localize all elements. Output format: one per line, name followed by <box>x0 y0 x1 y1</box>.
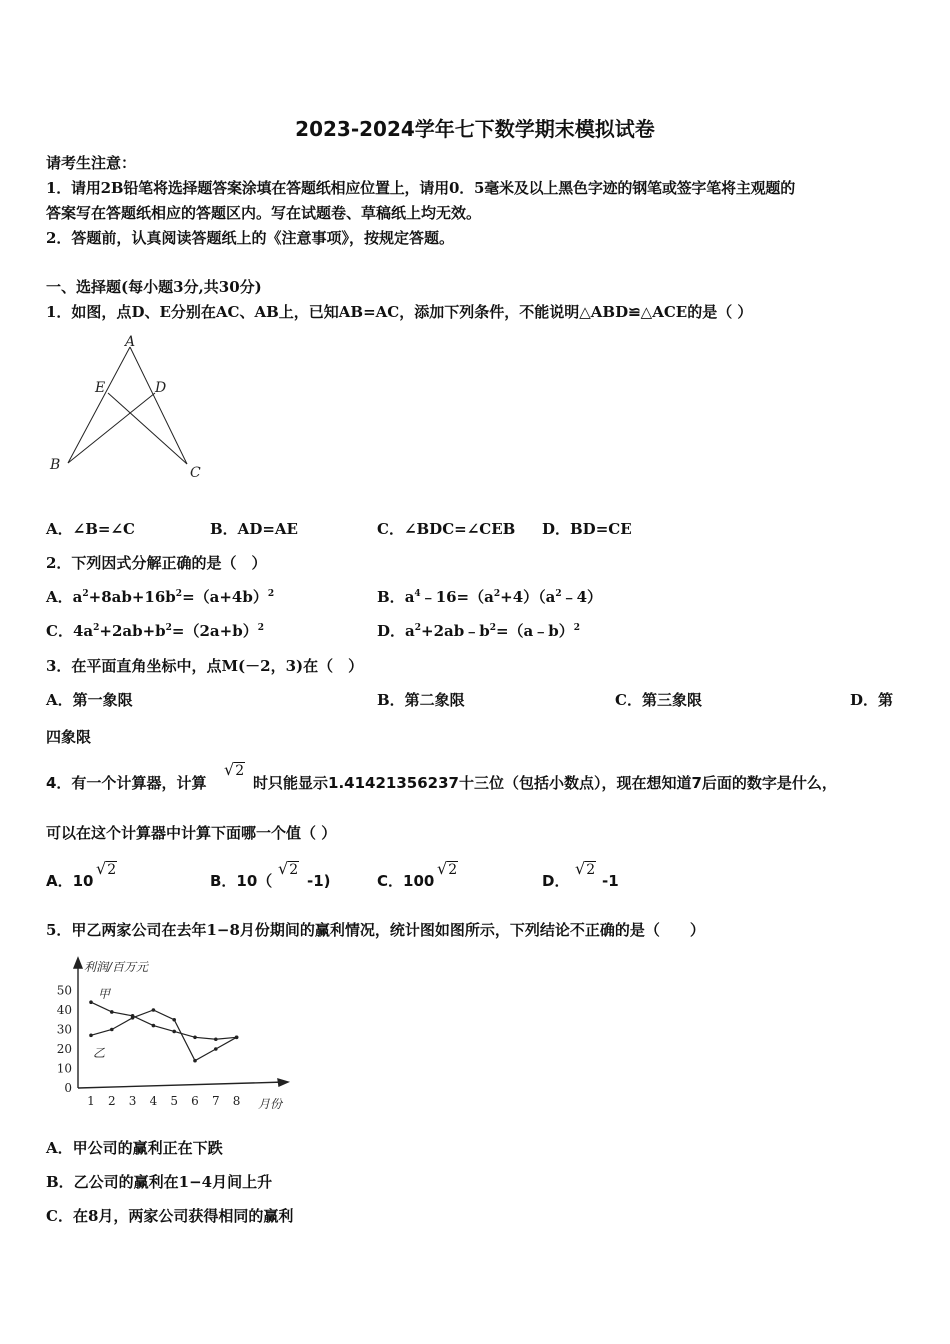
q4-option-b: B．10（ <box>210 872 273 890</box>
series-line-jia <box>91 1002 237 1039</box>
q1-option-d: D．BD=CE <box>542 520 632 538</box>
question-5-stem: 5．甲乙两家公司在去年1−8月份期间的赢利情况，统计图如图所示，下列结论不正确的是（ ） <box>46 921 705 939</box>
data-point <box>214 1037 218 1041</box>
data-point <box>193 1059 197 1063</box>
q2c-label: C． <box>46 622 73 640</box>
q4-option-d-tail: -1 <box>602 872 619 890</box>
q4-option-d: D． <box>542 872 570 890</box>
q2d-s3: 2 <box>573 623 581 633</box>
q2a-p2: +8ab+16b <box>88 588 176 606</box>
q2-option-d <box>377 621 580 641</box>
x-tick-label: 4 <box>149 1094 158 1108</box>
q2b-p3: +4）（a <box>500 588 556 606</box>
q2a-s3: 2 <box>267 589 275 599</box>
q2b-p4: ﹣4） <box>561 588 603 606</box>
notice-heading: 请考生注意： <box>46 154 137 172</box>
question-4-stem-c: 可以在这个计算器中计算下面哪一个值（ ） <box>46 824 337 842</box>
q2b-p2: ﹣16=（a <box>420 588 494 606</box>
data-point <box>235 1036 239 1040</box>
q4b-radicand: 2 <box>289 862 299 878</box>
q1-option-b: B．AD=AE <box>210 520 298 538</box>
q3-option-c: C．第三象限 <box>615 691 702 709</box>
q2c-s3: 2 <box>257 623 264 633</box>
label-c: C <box>190 465 201 481</box>
question-1-stem: 1．如图，点D、E分别在AC、AB上，已知AB=AC，添加下列条件，不能说明△ABD≌△ACE的是（ ） <box>46 303 753 321</box>
q5-option-b: B．乙公司的赢利在1−4月间上升 <box>46 1173 273 1191</box>
section-heading: 一、选择题(每小题3分,共30分) <box>46 278 262 296</box>
series-label-jia: 甲 <box>98 987 111 1001</box>
q3-option-d-wrap: 四象限 <box>46 728 92 746</box>
sqrt-2-radicand: 2 <box>235 763 245 779</box>
q2d-s2: 2 <box>489 623 496 633</box>
label-a: A <box>125 334 136 350</box>
q2b-s2: 2 <box>493 589 501 599</box>
series-line-yi <box>91 1010 237 1061</box>
data-point <box>193 1036 197 1040</box>
chart-x-label: 月份 <box>258 1097 283 1111</box>
x-axis <box>78 1082 285 1088</box>
y-tick-label: 50 <box>56 983 72 998</box>
x-tick-label: 7 <box>211 1094 220 1108</box>
q2a-label: A． <box>46 588 73 606</box>
q2b-p1: a <box>404 588 415 606</box>
q2d-label: D． <box>377 622 406 640</box>
x-tick-label: 2 <box>107 1094 116 1108</box>
q3-option-a: A．第一象限 <box>46 691 133 709</box>
q2-option-a <box>46 587 274 607</box>
x-tick-label: 3 <box>128 1094 137 1108</box>
question-2-stem: 2．下列因式分解正确的是（ ） <box>46 554 267 572</box>
y-axis-arrow <box>74 958 82 968</box>
y-tick-label: 40 <box>56 1003 72 1017</box>
data-point <box>172 1030 176 1034</box>
notice-line-2: 答案写在答题纸相应的答题区内。写在试题卷、草稿纸上均无效。 <box>46 204 482 222</box>
q2a-p3: =（a+4b） <box>182 588 268 606</box>
q4-option-c: C．100 <box>377 872 435 890</box>
data-point <box>110 1010 114 1014</box>
q2-option-c <box>46 621 264 641</box>
label-e: E <box>95 380 106 396</box>
q4-option-a: A．10 <box>46 872 94 890</box>
data-point <box>172 1018 176 1022</box>
data-point <box>214 1047 218 1051</box>
x-tick-label: 8 <box>232 1094 241 1108</box>
q2-option-b <box>377 587 602 607</box>
q2c-p2: +2ab+b <box>99 622 166 640</box>
profit-line-chart <box>40 952 300 1117</box>
notice-line-1: 1．请用2B铅笔将选择题答案涂填在答题纸相应位置上，请用0．5毫米及以上黑色字迹的钢笔或签字笔将主观题的 <box>46 179 796 197</box>
q4a-radicand: 2 <box>107 862 117 878</box>
data-point <box>131 1016 135 1020</box>
q4c-sqrt: √2 <box>437 859 458 878</box>
q1-option-a: A．∠B=∠C <box>46 520 135 538</box>
x-tick-label: 6 <box>191 1094 199 1108</box>
q2b-label: B． <box>377 588 405 606</box>
q4d-sqrt: √2 <box>575 859 596 878</box>
q2c-s2: 2 <box>165 623 172 633</box>
q1-option-c: C．∠BDC=∠CEB <box>377 520 516 538</box>
q4-option-b-tail: -1) <box>307 872 331 890</box>
q2a-p1: a <box>72 588 83 606</box>
q2d-s1: 2 <box>414 623 422 633</box>
page-title: 2023-2024学年七下数学期末模拟试卷 <box>295 117 655 141</box>
q2d-p1: a <box>405 622 415 640</box>
q3-option-d: D．第 <box>850 691 894 709</box>
q4b-sqrt: √2 <box>278 859 299 878</box>
q2d-p2: +2ab﹣b <box>421 622 490 640</box>
triangle-figure <box>40 330 220 485</box>
data-point <box>152 1008 156 1012</box>
q2b-s1: 4 <box>414 589 421 599</box>
label-b: B <box>50 457 61 473</box>
q5-option-c: C．在8月，两家公司获得相同的赢利 <box>46 1207 294 1225</box>
q2c-s1: 2 <box>93 623 100 633</box>
x-axis-arrow <box>278 1079 288 1086</box>
q5-option-a: A．甲公司的赢利正在下跌 <box>46 1139 223 1157</box>
q2c-p3: =（2a+b） <box>171 622 258 640</box>
x-tick-label: 1 <box>87 1094 95 1108</box>
data-point <box>152 1024 156 1028</box>
y-tick-label: 10 <box>56 1061 72 1076</box>
q2d-p3: =（a﹣b） <box>495 622 574 640</box>
data-point <box>110 1028 114 1032</box>
data-point <box>89 1000 93 1004</box>
q2c-p1: 4a <box>72 622 94 640</box>
q3-option-b: B．第二象限 <box>377 691 465 709</box>
question-4-stem-a: 4．有一个计算器，计算 <box>46 774 207 792</box>
q4d-radicand: 2 <box>586 862 596 878</box>
q4a-sqrt: √2 <box>96 859 117 878</box>
question-3-stem: 3．在平面直角坐标中，点M(－2，3)在（ ） <box>46 657 364 675</box>
y-tick-label: 20 <box>56 1042 72 1056</box>
y-tick-label: 30 <box>56 1022 72 1037</box>
question-4-stem-b: 时只能显示1.41421356237十三位（包括小数点），现在想知道7后面的数字是什么， <box>253 774 837 792</box>
q2a-s1: 2 <box>82 589 89 599</box>
series-label-yi: 乙 <box>93 1046 106 1060</box>
q2a-s2: 2 <box>175 589 183 599</box>
y-tick-label: 0 <box>64 1081 72 1095</box>
q2b-s3: 2 <box>555 589 562 599</box>
q4c-radicand: 2 <box>448 862 458 878</box>
data-point <box>89 1034 93 1038</box>
label-d: D <box>155 380 167 396</box>
sqrt-2: √2 <box>224 760 245 779</box>
x-tick-label: 5 <box>170 1094 179 1108</box>
notice-line-3: 2．答题前，认真阅读答题纸上的《注意事项》，按规定答题。 <box>46 229 454 247</box>
chart-y-label: 利润/百万元 <box>84 960 149 974</box>
